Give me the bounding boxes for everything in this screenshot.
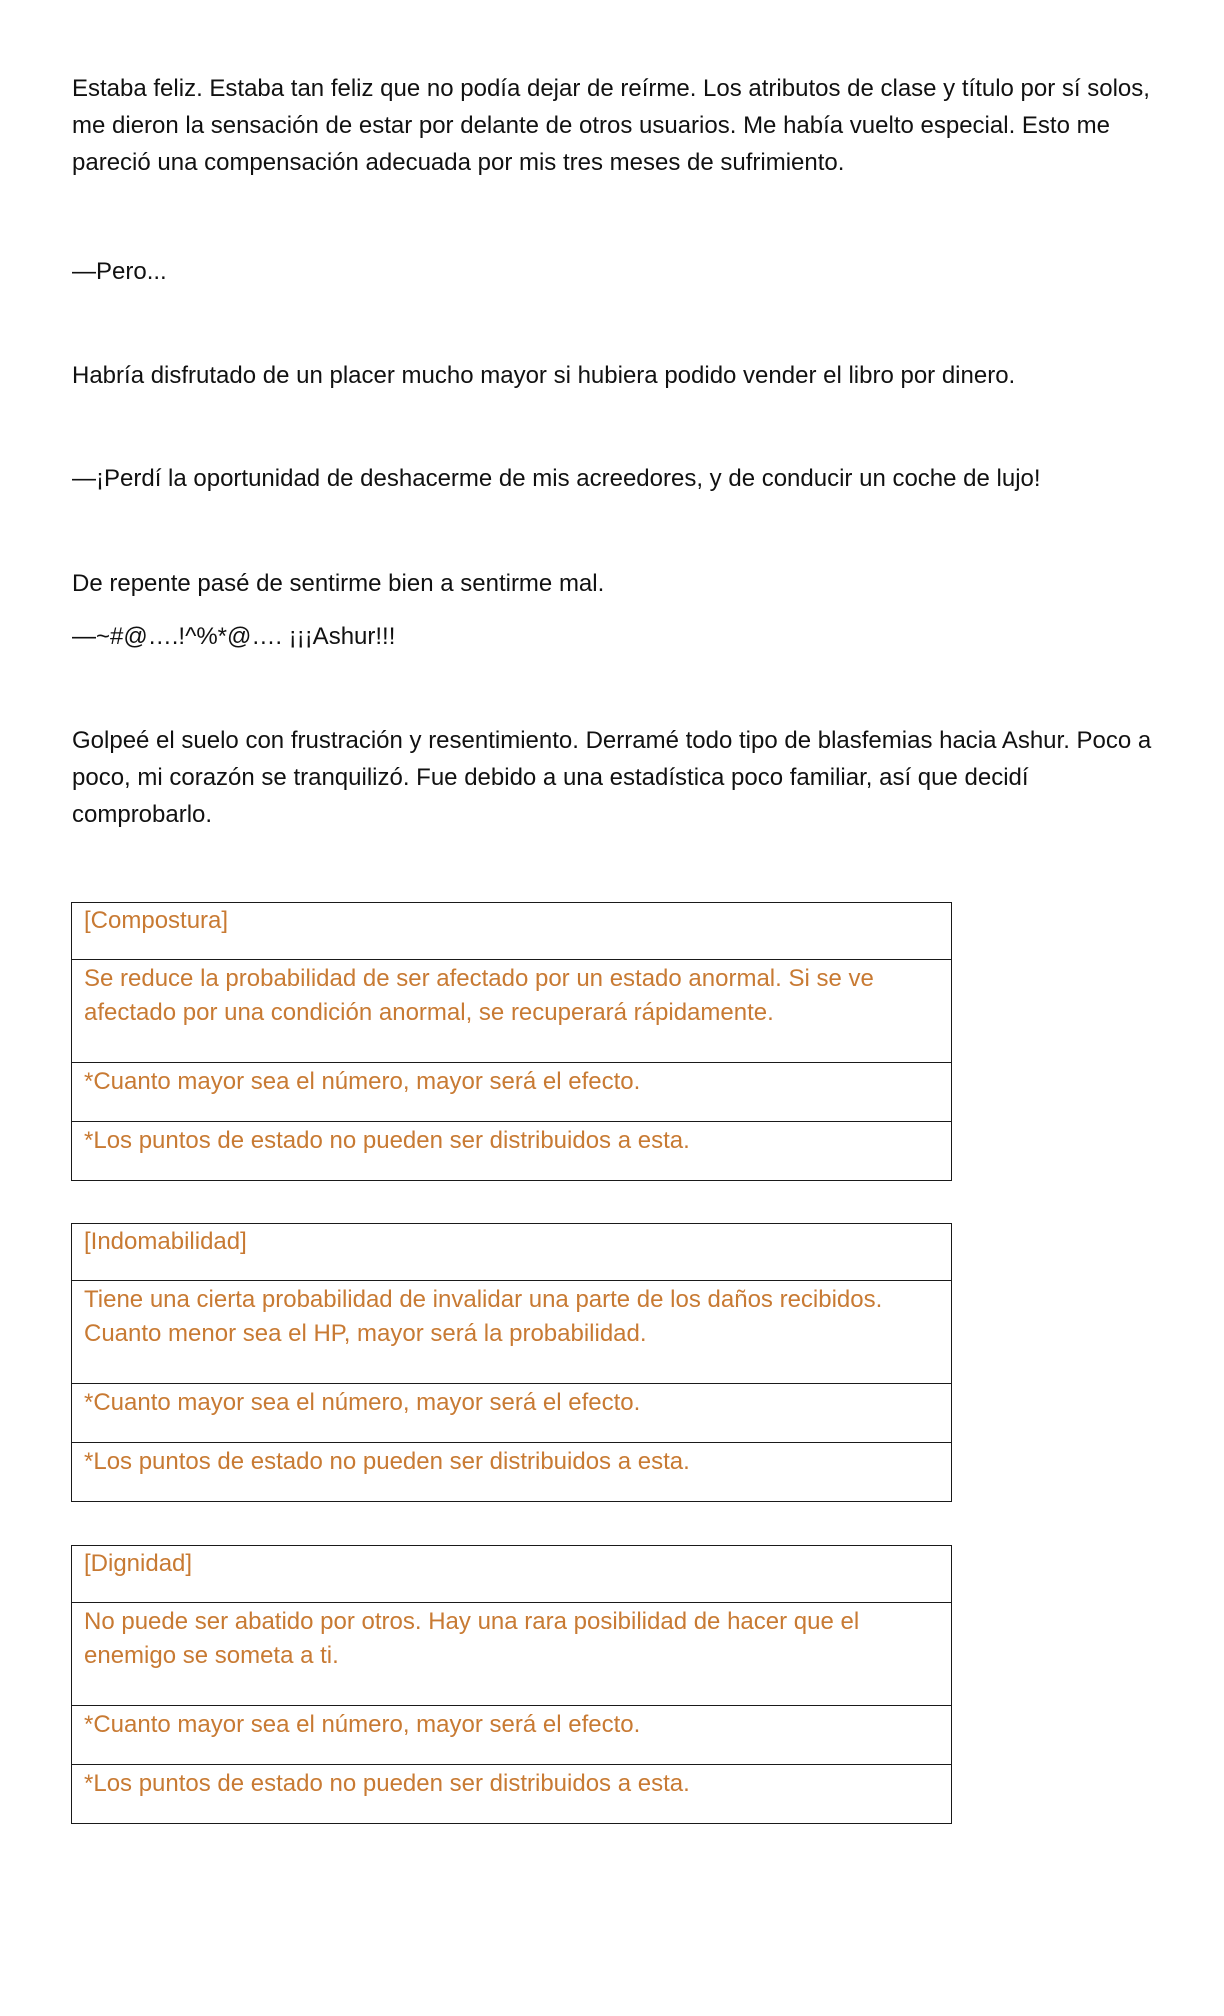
stat-note-points: *Los puntos de estado no pueden ser distribuidos a esta. [72, 1122, 952, 1181]
stat-title: [Dignidad] [72, 1546, 952, 1603]
paragraph-intro: Estaba feliz. Estaba tan feliz que no podía dejar de reírme. Los atributos de clase y título por sí solos, me dieron la sensación de estar por delante de otros usuarios. Me había vuelto especial. Esto me pareció una compensación adecuada por mis tres meses de sufrimiento. [72, 75, 1150, 176]
stat-title: [Indomabilidad] [72, 1224, 952, 1281]
stat-description: No puede ser abatido por otros. Hay una rara posibilidad de hacer que el enemigo se someta a ti. [72, 1603, 952, 1706]
stat-note-effect: *Cuanto mayor sea el número, mayor será el efecto. [72, 1706, 952, 1765]
stat-note-points: *Los puntos de estado no pueden ser distribuidos a esta. [72, 1443, 952, 1502]
paragraph-golpee: Golpeé el suelo con frustración y resentimiento. Derramé todo tipo de blasfemias hacia Ashur. Poco a poco, mi corazón se tranquilizó. Fue debido a una estadística poco familiar, así que decidí comprobarlo. [72, 727, 1152, 828]
stat-table-dignidad [71, 1545, 952, 1824]
dialogue-pero: —Pero... [72, 258, 167, 285]
dialogue-ashur: —~#@….!^%*@…. ¡¡¡Ashur!!! [72, 623, 396, 650]
stat-description: Se reduce la probabilidad de ser afectado por un estado anormal. Si se ve afectado por una condición anormal, se recuperará rápidamente. [72, 960, 952, 1063]
stat-note-effect: *Cuanto mayor sea el número, mayor será el efecto. [72, 1384, 952, 1443]
dialogue-oportunidad: —¡Perdí la oportunidad de deshacerme de mis acreedores, y de conducir un coche de lujo! [72, 465, 1041, 492]
paragraph-placer: Habría disfrutado de un placer mucho mayor si hubiera podido vender el libro por dinero. [72, 362, 1016, 389]
stat-note-effect: *Cuanto mayor sea el número, mayor será el efecto. [72, 1063, 952, 1122]
stat-note-points: *Los puntos de estado no pueden ser distribuidos a esta. [72, 1765, 952, 1824]
stat-table-compostura [71, 902, 952, 1181]
stat-table-indomabilidad [71, 1223, 952, 1502]
stat-description: Tiene una cierta probabilidad de invalidar una parte de los daños recibidos. Cuanto menor sea el HP, mayor será la probabilidad. [72, 1281, 952, 1384]
paragraph-de-repente: De repente pasé de sentirme bien a sentirme mal. [72, 570, 605, 597]
stat-title: [Compostura] [72, 903, 952, 960]
